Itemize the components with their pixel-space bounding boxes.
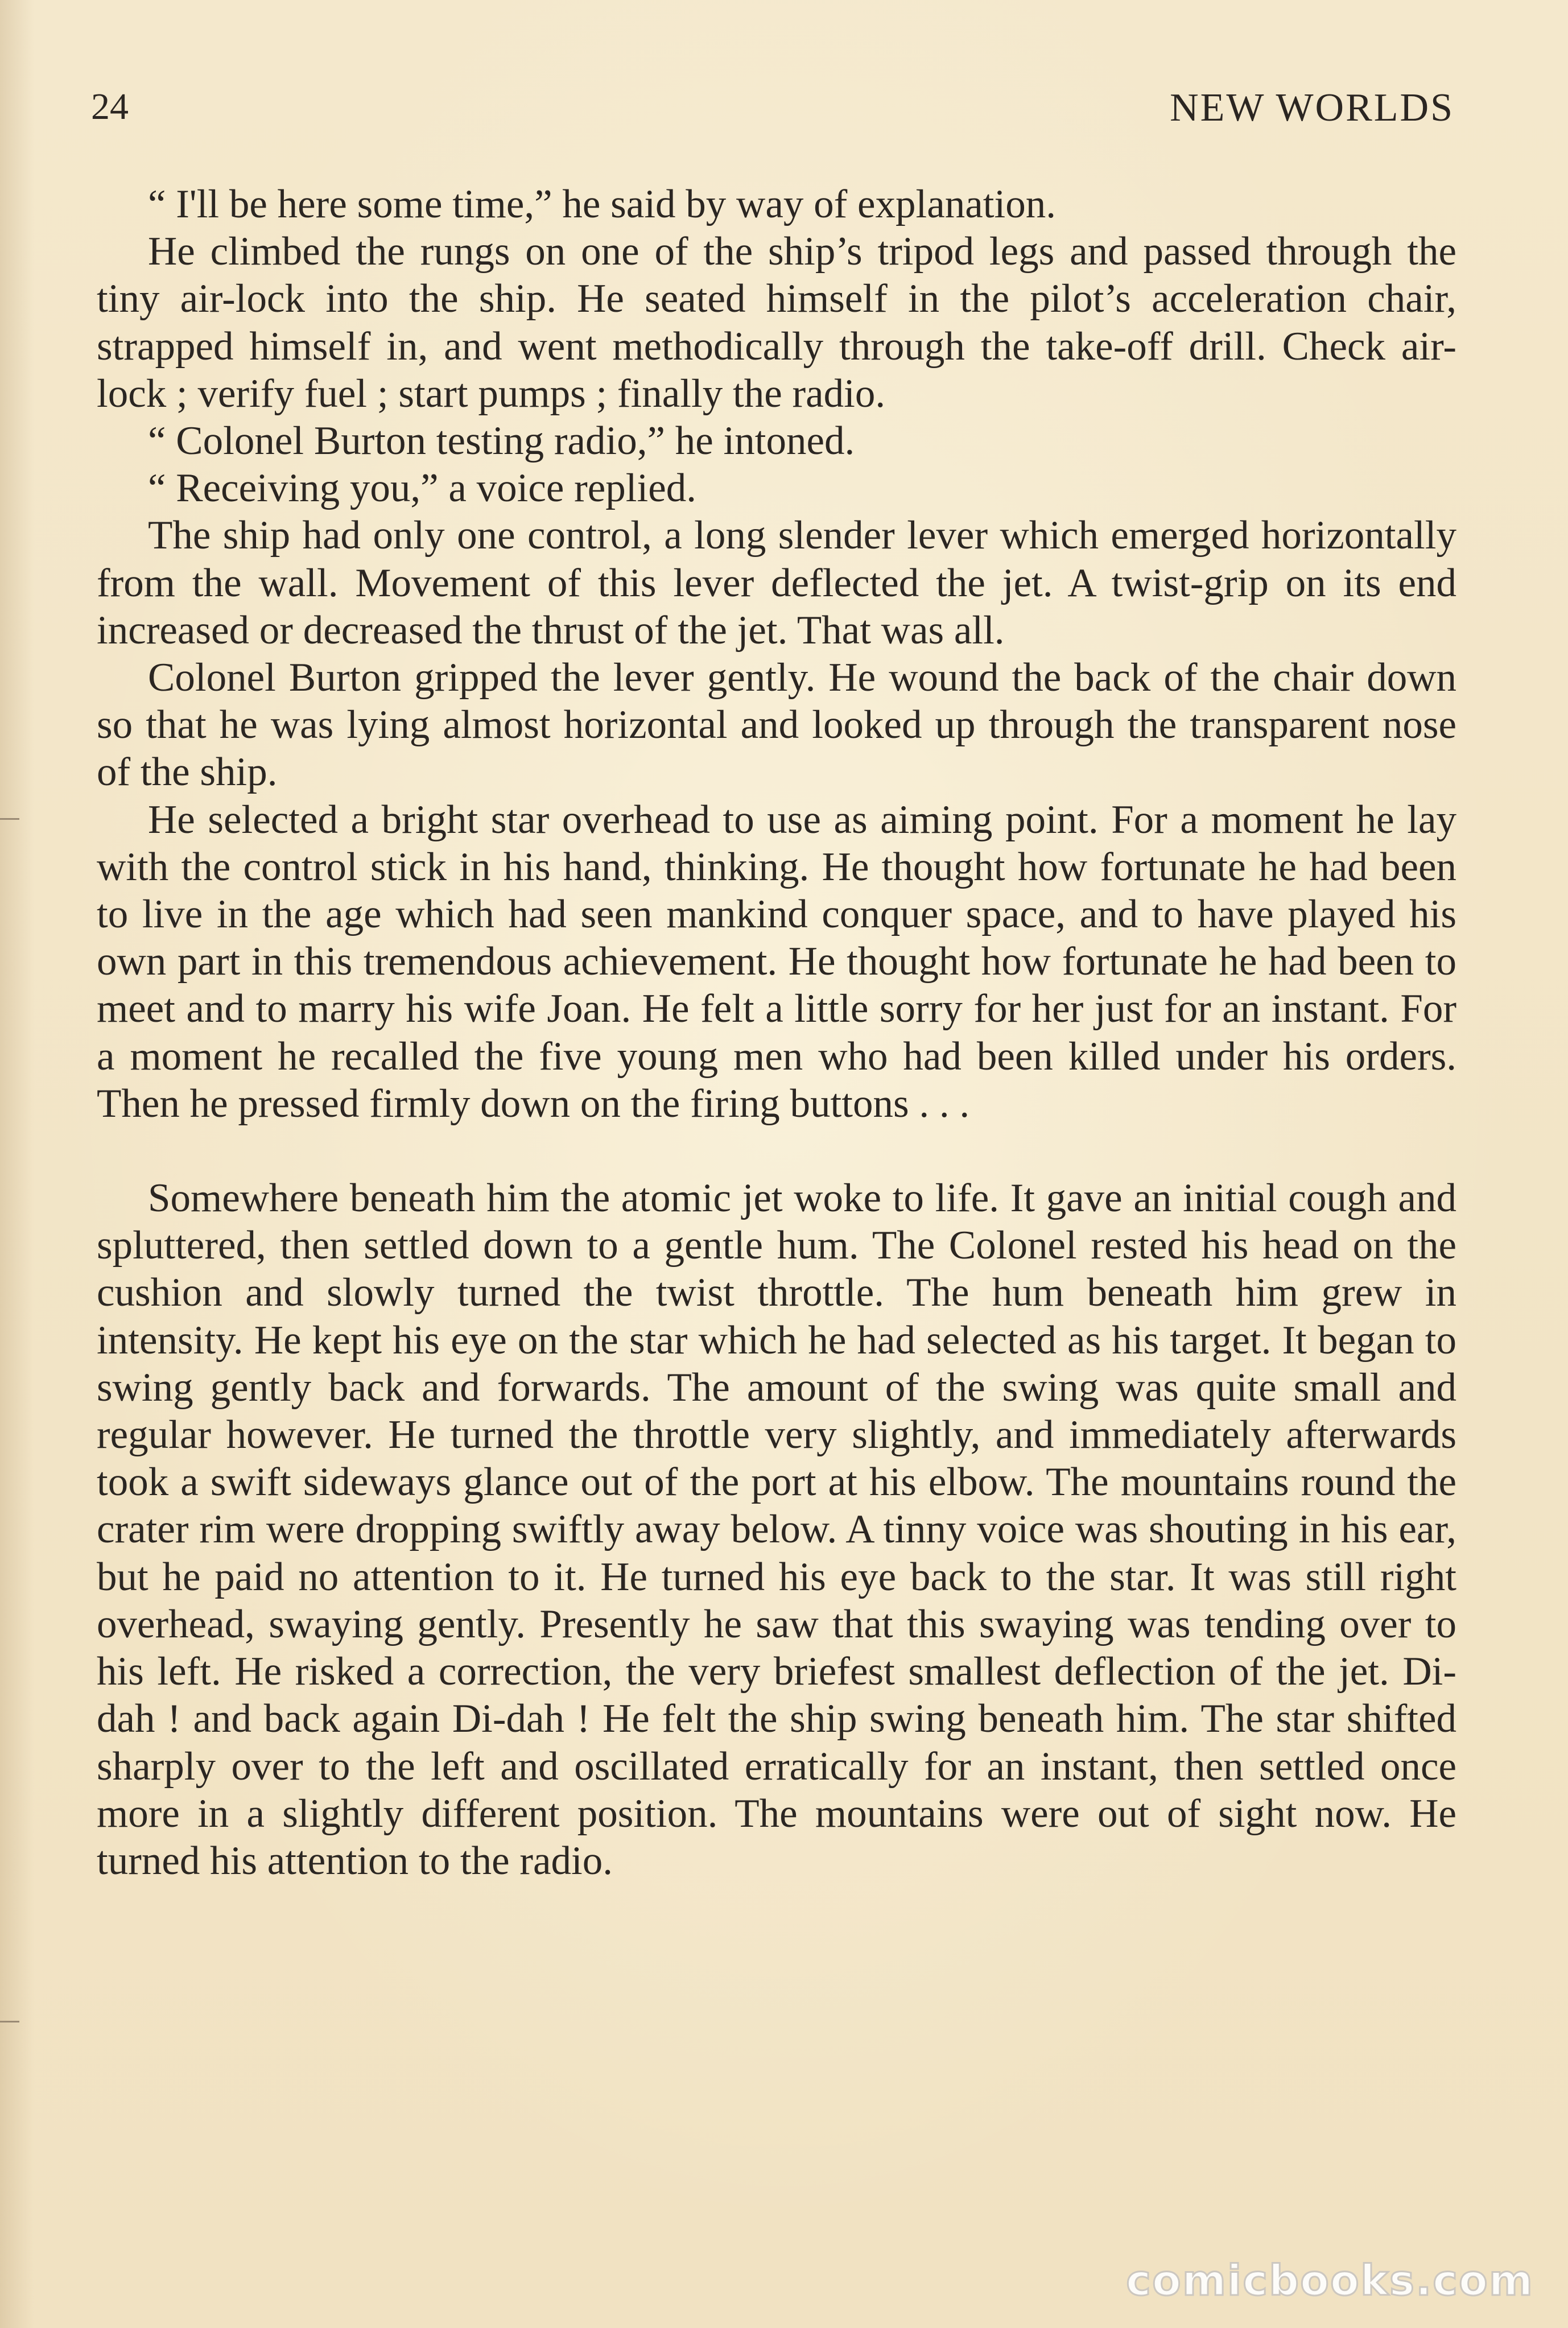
- section-break: [97, 1128, 1456, 1175]
- body-text: [97, 181, 1456, 1885]
- watermark-logo: comicbooks.com: [1126, 2256, 1534, 2305]
- paragraph-4: “ Receiving you,” a voice replied.: [148, 466, 697, 511]
- margin-mark: [0, 818, 19, 820]
- paragraph-2: He climbed the rungs on one of the ship’s tripod legs and passed through the tiny air-lock into the ship. He seated himself in the pilot’s acceleration chair, strapped himself in, and went methodically through the take-off drill. Check air-lock ; verify fuel ; start pumps ; finally the radio.: [97, 229, 1456, 416]
- paragraph-6: Colonel Burton gripped the lever gently. He wound the back of the chair down so that he was lying almost horizontal and looked up through the transparent nose of the ship.: [97, 655, 1456, 795]
- paragraph-5: The ship had only one control, a long slender lever which emerged horizontally from the wall. Movement of this lever deflected the jet. A twist-grip on its end increased or decreased the thrust of the jet. That was all.: [97, 513, 1456, 653]
- page-edge-shadow: [0, 0, 34, 2328]
- running-title: NEW WORLDS: [1170, 86, 1454, 130]
- paragraph-8: Somewhere beneath him the atomic jet woke to life. It gave an initial cough and spluttered, then settled down to a gentle hum. The Colonel rested his head on the cushion and slowly turned the twist throttle. The hum beneath him grew in intensity. He kept his eye on the star which he had selected as his target. It began to swing gently back and forwards. The amount of the swing was quite small and regular however. He turned the throttle very slightly, and immediately afterwards took a swift sideways glance out of the port at his elbow. The mountains round the crater rim were dropping swiftly away below. A tinny voice was shouting in his ear, but he paid no attention to it. He turned his eye back to the star. It was still right overhead, swaying gently. Presently he saw that this swaying was tending over to his left. He risked a correction, the very briefest smallest deflection of the jet. Di-dah ! and back again Di-dah ! He felt the ship swing beneath him. The star shifted sharply over to the left and oscillated erratically for an instant, then settled once more in a slightly different position. The mountains were out of sight now. He turned his attention to the radio.: [97, 1176, 1456, 1883]
- margin-mark: [0, 2021, 19, 2022]
- paragraph-1: “ I'll be here some time,” he said by way of explanation.: [148, 182, 1056, 226]
- running-header: [91, 85, 1454, 148]
- paragraph-7: He selected a bright star overhead to use as aiming point. For a moment he lay with the control stick in his hand, thinking. He thought how fortunate he had been to live in the age which had seen mankind conquer space, and to have played his own part in this tremendous achievement. He thought how fortunate he had been to meet and to marry his wife Joan. He felt a little sorry for her just for an instant. For a moment he recalled the five young men who had been killed under his orders. Then he pressed firmly down on the firing buttons . . .: [97, 797, 1456, 1126]
- paragraph-3: “ Colonel Burton testing radio,” he intoned.: [148, 419, 855, 464]
- page-number: 24: [91, 86, 129, 127]
